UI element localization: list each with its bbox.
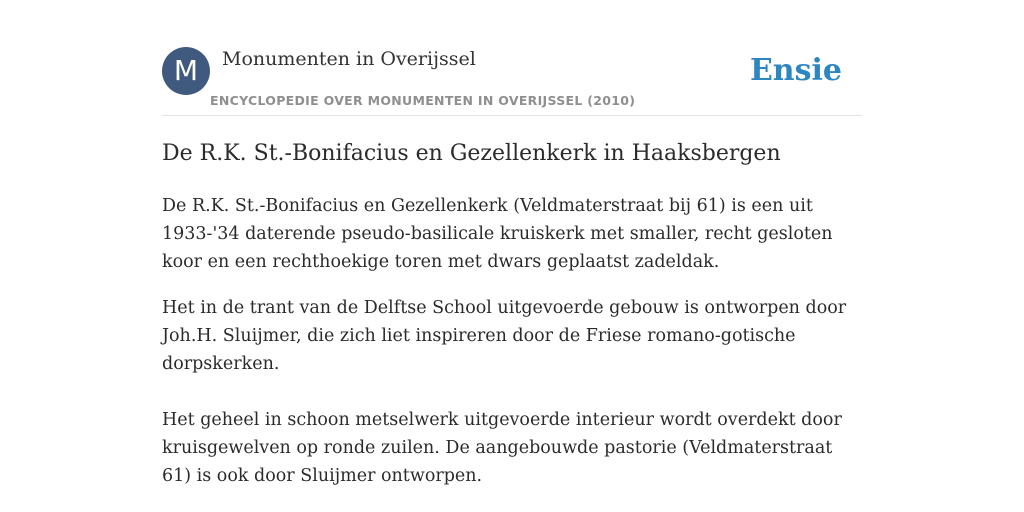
article-paragraph: De R.K. St.-Bonifacius en Gezellenkerk (Veldmaterstraat bij 61) is een uit 1933-'34 daterende pseudo-basilicale kruiskerk met smaller, recht gesloten koor en een rechthoekige toren met dwars geplaatst zadeldak. (162, 196, 833, 272)
source-title[interactable]: Monumenten in Overijssel (222, 48, 476, 70)
source-header (162, 46, 862, 116)
source-avatar[interactable]: M (162, 47, 210, 95)
article-title: De R.K. St.-Bonifacius en Gezellenkerk in Haaksbergen (162, 141, 781, 166)
article (162, 138, 866, 490)
header-divider (162, 115, 862, 116)
article-paragraph: Het in de trant van de Delftse School uitgevoerde gebouw is ontworpen door Joh.H. Sluijmer, die zich liet inspireren door de Friese romano-gotische dorpskerken. (162, 298, 847, 374)
ensie-logo[interactable]: Ensie (749, 53, 842, 88)
article-paragraph: Het geheel in schoon metselwerk uitgevoerde interieur wordt overdekt door kruisgewelven op ronde zuilen. De aangebouwde pastorie (Veldmaterstraat 61) is ook door Sluijmer ontworpen. (162, 410, 842, 486)
source-subtitle: ENCYCLOPEDIE OVER MONUMENTEN IN OVERIJSSEL (2010) (210, 93, 636, 108)
